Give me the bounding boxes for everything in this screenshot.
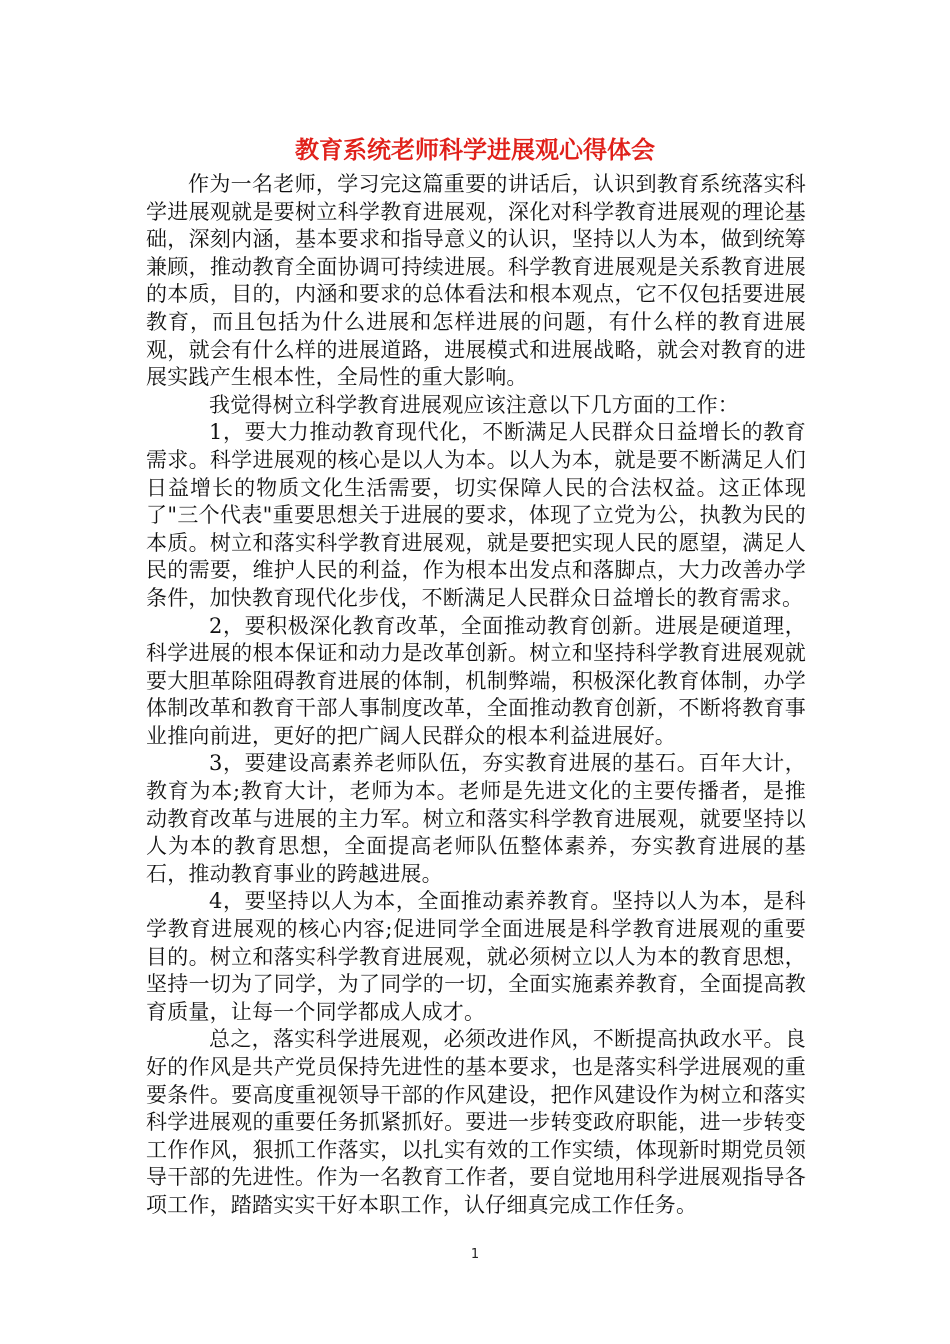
paragraph-point-3: 3，要建设高素养老师队伍，夯实教育进展的基石。百年大计，教育为本;教育大计，老师为本。老师是先进文化的主要传播者，是推动教育改革与进展的主力军。树立和落实科学教育进展观，就要坚持以人为本的教育思想，全面提高老师队伍整体素养，夯实教育进展的基石，推动教育事业的跨越进展。	[146, 751, 806, 886]
paragraph-point-4: 4，要坚持以人为本，全面推动素养教育。坚持以人为本，是科学教育进展观的核心内容;促进同学全面进展是科学教育进展观的重要目的。树立和落实科学教育进展观，就必须树立以人为本的教育思想，坚持一切为了同学，为了同学的一切，全面实施素养教育，全面提高教育质量，让每一个同学都成人成才。	[146, 889, 806, 1024]
document-title: 教育系统老师科学进展观心得体会	[295, 136, 655, 164]
paragraph-conclusion: 总之，落实科学进展观，必须改进作风，不断提高执政水平。良好的作风是共产党员保持先进性的基本要求，也是落实科学进展观的重要条件。要高度重视领导干部的作风建设，把作风建设作为树立和落实科学进展观的重要任务抓紧抓好。要进一步转变政府职能，进一步转变工作作风，狠抓工作落实，以扎实有效的工作实绩，体现新时期党员领导干部的先进性。作为一名教育工作者，要自觉地用科学进展观指导各项工作，踏踏实实干好本职工作，认仔细真完成工作任务。	[146, 1027, 806, 1217]
document-body	[146, 171, 806, 1220]
paragraph-intro: 作为一名老师，学习完这篇重要的讲话后，认识到教育系统落实科学进展观就是要树立科学教育进展观，深化对科学教育进展观的理论基础，深刻内涵，基本要求和指导意义的认识，坚持以人为本，做到统筹兼顾，推动教育全面协调可持续进展。科学教育进展观是关系教育进展的本质，目的，内涵和要求的总体看法和根本观点，它不仅包括要进展教育，而且包括为什么进展和怎样进展的问题，有什么样的教育进展观，就会有什么样的进展道路，进展模式和进展战略，就会对教育的进展实践产生根本性，全局性的重大影响。	[146, 172, 806, 390]
paragraph-point-1: 1，要大力推动教育现代化，不断满足人民群众日益增长的教育需求。科学进展观的核心是以人为本。以人为本，就是要不断满足人们日益增长的物质文化生活需要，切实保障人民的合法权益。这正体现了"三个代表"重要思想关于进展的要求，体现了立党为公，执教为民的本质。树立和落实科学教育进展观，就是要把实现人民的愿望，满足人民的需要，维护人民的利益，作为根本出发点和落脚点，大力改善办学条件，加快教育现代化步伐，不断满足人民群众日益增长的教育需求。	[146, 420, 806, 610]
page-number: 1	[470, 1247, 480, 1262]
paragraph-lead: 我觉得树立科学教育进展观应该注意以下几方面的工作：	[209, 392, 739, 417]
paragraph-point-2: 2，要积极深化教育改革，全面推动教育创新。进展是硬道理，科学进展的根本保证和动力是改革创新。树立和坚持科学教育进展观就要大胆革除阻碍教育进展的体制，机制弊端，积极深化教育体制，办学体制改革和教育干部人事制度改革，全面推动教育创新，不断将教育事业推向前进，更好的把广阔人民群众的根本利益进展好。	[146, 613, 806, 748]
